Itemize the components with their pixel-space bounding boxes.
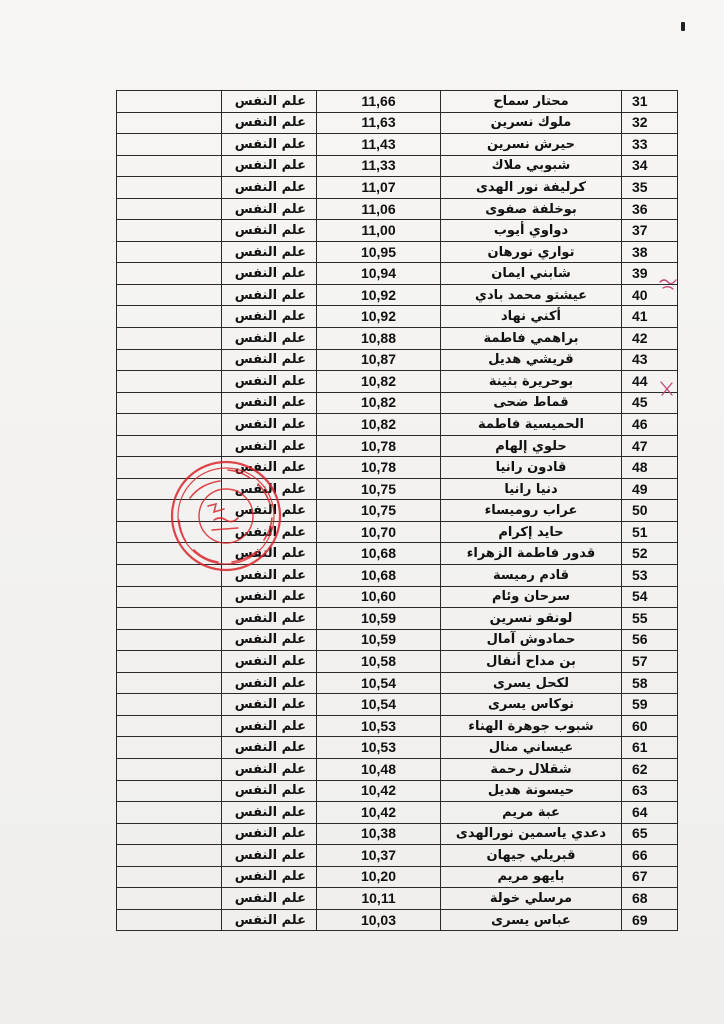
- table-row: [117, 780, 678, 802]
- specialty-cell: علم النفس: [222, 586, 317, 608]
- table-row: [117, 241, 678, 263]
- score-cell: 10,68: [317, 565, 441, 587]
- row-number-cell: 67: [622, 866, 678, 888]
- specialty-cell: علم النفس: [222, 478, 317, 500]
- table-row: [117, 758, 678, 780]
- student-name-cell: حمادوش آمال: [441, 629, 622, 651]
- table-row: [117, 112, 678, 134]
- score-cell: 10,48: [317, 758, 441, 780]
- table-row: [117, 672, 678, 694]
- blank-cell: [117, 112, 222, 134]
- score-cell: 10,70: [317, 521, 441, 543]
- specialty-cell: علم النفس: [222, 608, 317, 630]
- specialty-cell: علم النفس: [222, 198, 317, 220]
- table-row: [117, 802, 678, 824]
- table-row: [117, 414, 678, 436]
- score-cell: 10,87: [317, 349, 441, 371]
- row-number-cell: 60: [622, 715, 678, 737]
- table-row: [117, 866, 678, 888]
- blank-cell: [117, 586, 222, 608]
- table-body: [117, 91, 678, 931]
- specialty-cell: علم النفس: [222, 780, 317, 802]
- student-name-cell: بن مداح أنفال: [441, 651, 622, 673]
- row-number-cell: 41: [622, 306, 678, 328]
- specialty-cell: علم النفس: [222, 177, 317, 199]
- table-row: [117, 392, 678, 414]
- row-number-cell: 39: [622, 263, 678, 285]
- row-number-cell: 47: [622, 435, 678, 457]
- score-cell: 10,75: [317, 500, 441, 522]
- table-row: [117, 715, 678, 737]
- student-name-cell: شبوب جوهرة الهناء: [441, 715, 622, 737]
- table-row: [117, 177, 678, 199]
- specialty-cell: علم النفس: [222, 802, 317, 824]
- student-name-cell: عراب روميساء: [441, 500, 622, 522]
- student-name-cell: حايد إكرام: [441, 521, 622, 543]
- blank-cell: [117, 392, 222, 414]
- blank-cell: [117, 134, 222, 156]
- score-cell: 10,42: [317, 780, 441, 802]
- row-number-cell: 52: [622, 543, 678, 565]
- student-name-cell: قادم رميسة: [441, 565, 622, 587]
- specialty-cell: علم النفس: [222, 543, 317, 565]
- row-number-cell: 45: [622, 392, 678, 414]
- table-row: [117, 349, 678, 371]
- student-ranking-table: [116, 90, 678, 931]
- row-number-cell: 31: [622, 91, 678, 113]
- specialty-cell: علم النفس: [222, 845, 317, 867]
- table-row: [117, 521, 678, 543]
- score-cell: 10,20: [317, 866, 441, 888]
- row-number-cell: 48: [622, 457, 678, 479]
- student-name-cell: قماط ضحى: [441, 392, 622, 414]
- blank-cell: [117, 651, 222, 673]
- score-cell: 10,75: [317, 478, 441, 500]
- student-name-cell: عبة مريم: [441, 802, 622, 824]
- student-name-cell: قدور فاطمة الزهراء: [441, 543, 622, 565]
- row-number-cell: 35: [622, 177, 678, 199]
- table-row: [117, 565, 678, 587]
- student-name-cell: سرحان وئام: [441, 586, 622, 608]
- row-number-cell: 43: [622, 349, 678, 371]
- specialty-cell: علم النفس: [222, 263, 317, 285]
- specialty-cell: علم النفس: [222, 457, 317, 479]
- blank-cell: [117, 845, 222, 867]
- row-number-cell: 34: [622, 155, 678, 177]
- row-number-cell: 40: [622, 284, 678, 306]
- row-number-cell: 55: [622, 608, 678, 630]
- specialty-cell: علم النفس: [222, 371, 317, 393]
- row-number-cell: 63: [622, 780, 678, 802]
- blank-cell: [117, 478, 222, 500]
- table-row: [117, 737, 678, 759]
- table-row: [117, 371, 678, 393]
- score-cell: 11,66: [317, 91, 441, 113]
- score-cell: 10,82: [317, 371, 441, 393]
- score-cell: 10,53: [317, 737, 441, 759]
- student-name-cell: مرسلي خولة: [441, 888, 622, 910]
- row-number-cell: 42: [622, 328, 678, 350]
- table-row: [117, 586, 678, 608]
- row-number-cell: 54: [622, 586, 678, 608]
- score-cell: 10,42: [317, 802, 441, 824]
- blank-cell: [117, 737, 222, 759]
- table-row: [117, 629, 678, 651]
- row-number-cell: 58: [622, 672, 678, 694]
- score-cell: 10,95: [317, 241, 441, 263]
- student-name-cell: دعدي ياسمين نورالهدى: [441, 823, 622, 845]
- row-number-cell: 69: [622, 909, 678, 931]
- score-cell: 10,92: [317, 284, 441, 306]
- blank-cell: [117, 177, 222, 199]
- score-cell: 10,03: [317, 909, 441, 931]
- specialty-cell: علم النفس: [222, 909, 317, 931]
- row-number-cell: 61: [622, 737, 678, 759]
- student-name-cell: لونقو نسرين: [441, 608, 622, 630]
- table-row: [117, 457, 678, 479]
- student-name-cell: شابني ايمان: [441, 263, 622, 285]
- row-number-cell: 57: [622, 651, 678, 673]
- score-cell: 10,37: [317, 845, 441, 867]
- row-number-cell: 36: [622, 198, 678, 220]
- blank-cell: [117, 565, 222, 587]
- specialty-cell: علم النفس: [222, 306, 317, 328]
- specialty-cell: علم النفس: [222, 629, 317, 651]
- score-cell: 10,68: [317, 543, 441, 565]
- score-cell: 10,82: [317, 414, 441, 436]
- student-name-cell: قادون رانيا: [441, 457, 622, 479]
- specialty-cell: علم النفس: [222, 112, 317, 134]
- row-number-cell: 38: [622, 241, 678, 263]
- table-row: [117, 155, 678, 177]
- blank-cell: [117, 758, 222, 780]
- score-cell: 10,92: [317, 306, 441, 328]
- score-cell: 10,94: [317, 263, 441, 285]
- student-name-cell: قريشي هديل: [441, 349, 622, 371]
- table-row: [117, 909, 678, 931]
- student-name-cell: كرليفة نور الهدى: [441, 177, 622, 199]
- blank-cell: [117, 457, 222, 479]
- row-number-cell: 50: [622, 500, 678, 522]
- row-number-cell: 62: [622, 758, 678, 780]
- student-name-cell: شقلال رحمة: [441, 758, 622, 780]
- blank-cell: [117, 543, 222, 565]
- specialty-cell: علم النفس: [222, 737, 317, 759]
- row-number-cell: 56: [622, 629, 678, 651]
- table-row: [117, 500, 678, 522]
- row-number-cell: 68: [622, 888, 678, 910]
- table-row: [117, 435, 678, 457]
- table-row: [117, 845, 678, 867]
- specialty-cell: علم النفس: [222, 284, 317, 306]
- score-cell: 10,59: [317, 608, 441, 630]
- table-row: [117, 198, 678, 220]
- score-cell: 10,82: [317, 392, 441, 414]
- blank-cell: [117, 823, 222, 845]
- table-row: [117, 888, 678, 910]
- row-number-cell: 49: [622, 478, 678, 500]
- blank-cell: [117, 328, 222, 350]
- row-number-cell: 64: [622, 802, 678, 824]
- table-row: [117, 306, 678, 328]
- student-name-cell: نوكاس يسرى: [441, 694, 622, 716]
- student-name-cell: تواري نورهان: [441, 241, 622, 263]
- student-name-cell: بايهو مريم: [441, 866, 622, 888]
- student-name-cell: بوحريرة بثينة: [441, 371, 622, 393]
- specialty-cell: علم النفس: [222, 435, 317, 457]
- blank-cell: [117, 608, 222, 630]
- blank-cell: [117, 349, 222, 371]
- score-cell: 10,88: [317, 328, 441, 350]
- score-cell: 10,78: [317, 435, 441, 457]
- blank-cell: [117, 780, 222, 802]
- specialty-cell: علم النفس: [222, 521, 317, 543]
- table-row: [117, 651, 678, 673]
- blank-cell: [117, 629, 222, 651]
- score-cell: 11,63: [317, 112, 441, 134]
- student-name-cell: دنيا رانيا: [441, 478, 622, 500]
- blank-cell: [117, 306, 222, 328]
- blank-cell: [117, 866, 222, 888]
- score-cell: 10,78: [317, 457, 441, 479]
- student-name-cell: براهمي فاطمة: [441, 328, 622, 350]
- student-name-cell: لكحل يسرى: [441, 672, 622, 694]
- score-cell: 10,59: [317, 629, 441, 651]
- score-cell: 10,60: [317, 586, 441, 608]
- student-name-cell: حيرش نسرين: [441, 134, 622, 156]
- specialty-cell: علم النفس: [222, 672, 317, 694]
- score-cell: 10,54: [317, 672, 441, 694]
- student-name-cell: حيسونة هديل: [441, 780, 622, 802]
- blank-cell: [117, 155, 222, 177]
- score-cell: 11,06: [317, 198, 441, 220]
- blank-cell: [117, 371, 222, 393]
- blank-cell: [117, 802, 222, 824]
- blank-cell: [117, 198, 222, 220]
- score-cell: 10,11: [317, 888, 441, 910]
- table-row: [117, 608, 678, 630]
- table-row: [117, 284, 678, 306]
- row-number-cell: 59: [622, 694, 678, 716]
- score-cell: 10,53: [317, 715, 441, 737]
- row-number-cell: 66: [622, 845, 678, 867]
- specialty-cell: علم النفس: [222, 134, 317, 156]
- table-row: [117, 694, 678, 716]
- blank-cell: [117, 715, 222, 737]
- table-row: [117, 328, 678, 350]
- specialty-cell: علم النفس: [222, 414, 317, 436]
- blank-cell: [117, 694, 222, 716]
- row-number-cell: 65: [622, 823, 678, 845]
- blank-cell: [117, 91, 222, 113]
- student-name-cell: بوخلفة صفوى: [441, 198, 622, 220]
- score-cell: 10,58: [317, 651, 441, 673]
- row-number-cell: 44: [622, 371, 678, 393]
- student-name-cell: أكني نهاد: [441, 306, 622, 328]
- specialty-cell: علم النفس: [222, 91, 317, 113]
- row-number-cell: 33: [622, 134, 678, 156]
- specialty-cell: علم النفس: [222, 866, 317, 888]
- row-number-cell: 46: [622, 414, 678, 436]
- table-row: [117, 263, 678, 285]
- student-name-cell: الحميسية فاطمة: [441, 414, 622, 436]
- student-name-cell: محتار سماح: [441, 91, 622, 113]
- student-name-cell: قبريلي جيهان: [441, 845, 622, 867]
- student-name-cell: شبوبي ملاك: [441, 155, 622, 177]
- table-row: [117, 91, 678, 113]
- scan-speck: [681, 22, 685, 31]
- student-name-cell: ملوك نسرين: [441, 112, 622, 134]
- row-number-cell: 53: [622, 565, 678, 587]
- blank-cell: [117, 521, 222, 543]
- specialty-cell: علم النفس: [222, 392, 317, 414]
- blank-cell: [117, 672, 222, 694]
- student-name-cell: عيشتو محمد بادي: [441, 284, 622, 306]
- blank-cell: [117, 220, 222, 242]
- blank-cell: [117, 435, 222, 457]
- student-name-cell: دواوي أيوب: [441, 220, 622, 242]
- score-cell: 11,07: [317, 177, 441, 199]
- specialty-cell: علم النفس: [222, 565, 317, 587]
- blank-cell: [117, 414, 222, 436]
- table-row: [117, 543, 678, 565]
- blank-cell: [117, 909, 222, 931]
- table-row: [117, 220, 678, 242]
- table-row: [117, 134, 678, 156]
- specialty-cell: علم النفس: [222, 155, 317, 177]
- specialty-cell: علم النفس: [222, 651, 317, 673]
- specialty-cell: علم النفس: [222, 758, 317, 780]
- specialty-cell: علم النفس: [222, 715, 317, 737]
- blank-cell: [117, 284, 222, 306]
- specialty-cell: علم النفس: [222, 220, 317, 242]
- row-number-cell: 37: [622, 220, 678, 242]
- specialty-cell: علم النفس: [222, 888, 317, 910]
- specialty-cell: علم النفس: [222, 500, 317, 522]
- score-cell: 11,00: [317, 220, 441, 242]
- blank-cell: [117, 241, 222, 263]
- student-name-cell: حلوي إلهام: [441, 435, 622, 457]
- table-row: [117, 823, 678, 845]
- specialty-cell: علم النفس: [222, 349, 317, 371]
- score-cell: 11,33: [317, 155, 441, 177]
- row-number-cell: 32: [622, 112, 678, 134]
- student-name-cell: عباس يسرى: [441, 909, 622, 931]
- blank-cell: [117, 888, 222, 910]
- student-name-cell: عيساني منال: [441, 737, 622, 759]
- row-number-cell: 51: [622, 521, 678, 543]
- score-cell: 11,43: [317, 134, 441, 156]
- specialty-cell: علم النفس: [222, 823, 317, 845]
- score-cell: 10,38: [317, 823, 441, 845]
- specialty-cell: علم النفس: [222, 328, 317, 350]
- specialty-cell: علم النفس: [222, 241, 317, 263]
- score-cell: 10,54: [317, 694, 441, 716]
- blank-cell: [117, 263, 222, 285]
- blank-cell: [117, 500, 222, 522]
- table-row: [117, 478, 678, 500]
- specialty-cell: علم النفس: [222, 694, 317, 716]
